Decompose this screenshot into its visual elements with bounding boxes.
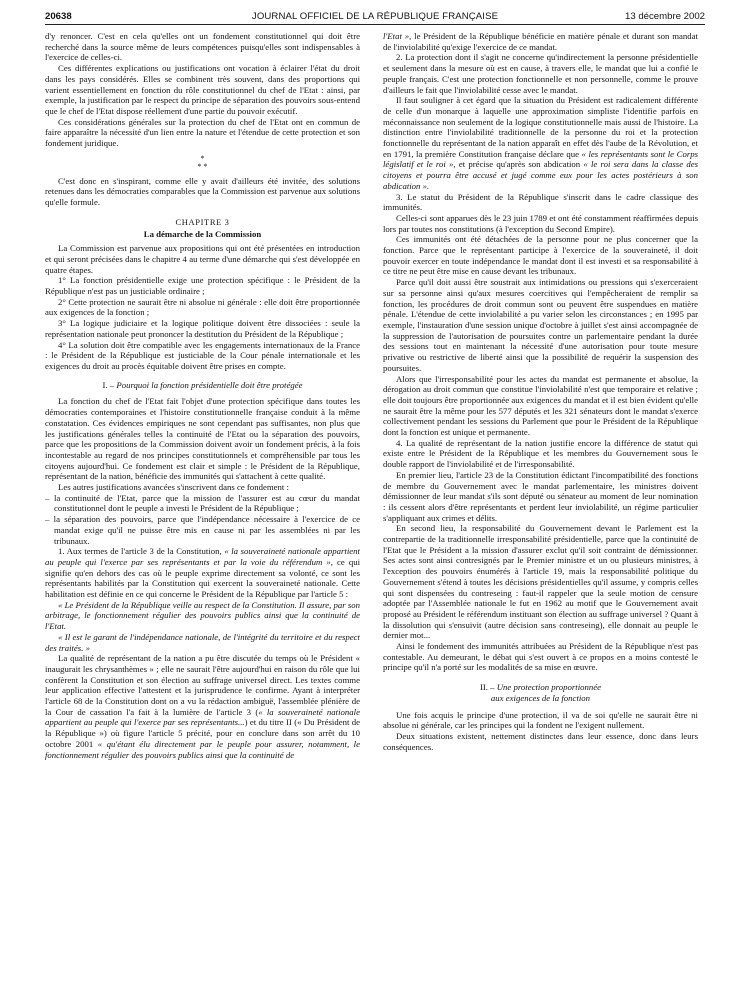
paragraph: C'est donc en s'inspirant, comme elle y avait d'ailleurs été invitée, des solutions retenues dans les démocraties comparables que la Commission est parvenue aux solutions qu'elle formule. [45,175,360,208]
paragraph: La qualité de représentant de la nation a pu être discutée du temps où le Président « inaugurait les chrysanthèmes » ; elle ne saurait l'être aujourd'hui en raison du rôle que lui confèrent la Constitution et son élection au suffrage universel direct. Les textes comme leur application effective l'attestent et la jurisprudence le confirme. Ayant à interpréter l'article 68 de la Constitution dont on a vu la rédaction ambiguë, l'assemblée plénière de la Cour de cassation l'a fait à la lumière de l'article 3 (« la souveraineté nationale appartient au peuple qui l'exerce par ses représentants...) et du titre II (« Du Président de la République ») où figure l'article 5 précité, pour en conclure dans son arrêt du 10 octobre 2001 « qu'étant élu directement par le peuple pour assurer, notamment, le fonctionnement régulier des pouvoirs publics ainsi que la continuité de [45,653,361,760]
paragraph: 3. Le statut du Président de la République s'inscrit dans le cadre classique des immunités. [383,191,698,213]
list-item: – la séparation des pouvoirs, parce que l'indépendance nécessaire à l'exercice de ce mandat exige qu'il ne puisse être mis en cause ni par les assemblées ni par les tribunaux. [45,514,360,546]
page-number: 20638 [45,11,72,22]
paragraph: Ces immunités ont été détachées de la personne pour ne plus concerner que la fonction. Parce que le représentant participe à l'exercice de la souveraineté, il doit pouvoir exercer en toute indépendance le mandat dont il est investi et sa responsabilité à ce titre ne peut être mise en cause devant les tribunaux. [383,234,698,277]
paragraph: 4. La qualité de représentant de la nation justifie encore la différence de statut qui existe entre le Président de la République et les membres du Gouvernement sous le double rapport de l'inviolabilité et de l'irresponsabilité. [383,437,698,470]
paragraph: La Commission est parvenue aux propositions qui ont été présentées en introduction et qui seront précisées dans le chapitre 4 au terme d'une démarche qui s'est développée en quatre étapes. [45,243,360,275]
paragraph: 2. La protection dont il s'agit ne concerne qu'indirectement la personne présidentielle et seulement dans la mesure où est en cause, à travers elle, le mandat que lui a confié le peuple français. C'est une protection fonctionnelle et non personnelle, comme le prouve d'ailleurs le fait que l'inviolabilité cesse avec le mandat. [383,52,698,95]
list-item: 1° La fonction présidentielle exige une protection spécifique : le Président de la République n'est pas un justiciable ordinaire ; [45,275,360,297]
paragraph: Deux situations existent, nettement distinctes dans leur essence, donc dans leurs conséquences. [383,731,698,752]
right-column [383,31,698,752]
chapter-label: CHAPITRE 3 [175,216,230,227]
list-item: 2° Cette protection ne saurait être ni absolue ni générale : elle doit être proportionnée aux exigences de la fonction ; [45,296,360,318]
list-item: – la continuité de l'Etat, parce que la mission de l'assurer est au cœur du mandat constitutionnel dont le peuple a investi le Président de la République ; [45,492,360,514]
list-item: 3° La logique judiciaire et la logique politique doivent être dissociées : seule la représentation nationale peut prononcer la destitution du Président de la République ; [45,318,360,339]
paragraph: En premier lieu, l'article 23 de la Constitution édictant l'incompatibilité des fonctions de membre du Gouvernement avec le mandat parlementaire, les ministres doivent démissionner de leur mandat s'ils sont député ou sénateur au moment de leur nomination : ils cessent alors d'être représentants et perdent leur inviolabilité, un régime particulier s'appliquant aux crimes et délits. [383,469,698,523]
paragraph: d'y renoncer. C'est en cela qu'elles ont un fondement constitutionnel qui doit être recherché dans la source même de leurs compétences puisqu'elles sont indispensables à l'exercice de celles-ci. [45,31,360,63]
quotation: « Il est le garant de l'indépendance nationale, de l'intégrité du territoire et du respect des traités. » [45,631,360,653]
section-separator: * * * [197,153,208,171]
paragraph: Une fois acquis le principe d'une protection, il va de soi qu'elle ne saurait être ni absolue ni générale, car les principes qui la fondent ne l'exigent nullement. [383,709,698,731]
paragraph: Ainsi le fondement des immunités attribuées au Président de la République n'est pas contestable. Au demeurant, le débat qui s'est ouvert à ce propos en a moins contesté le principe qu'il n'a porté sur les modalités de sa mise en œuvre. [383,641,698,673]
journal-title: JOURNAL OFFICIEL DE LA RÉPUBLIQUE FRANÇAISE [251,11,499,22]
issue-date: 13 décembre 2002 [624,11,705,22]
section-heading: II. – Une protection proportionnée aux exigences de la fonction [479,682,602,703]
paragraph: 1. Aux termes de l'article 3 de la Constitution, « la souveraineté nationale appartient au peuple qui l'exerce par ses représentants et par la voie du référendum », ce qui signifie qu'en dehors des cas où le peuple exprime directement sa volonté, ce sont les représentants habilités par la Constitution qui exercent la souveraineté nationale. Cette habilitation est définie en ce qui concerne le Président de la République par l'article 5 : [45,546,361,600]
paragraph: l'Etat », le Président de la République bénéficie en matière pénale et durant son mandat de l'inviolabilité qu'exige l'exercice de ce mandat. [383,31,698,52]
paragraph: Il faut souligner à cet égard que la situation du Président est radicalement différente de celle d'un monarque à laquelle une approximation simpliste l'identifie parfois en méconnaissance non seulement de la logique constitutionnelle mais aussi de l'histoire. La distinction entre l'inviolabilité traditionnelle de la personne du roi et la protection fonctionnelle du représentant de la nation apparaît en effet dès l'aube de la Révolution, et en 1791, la première Constitution française déclare que « les représentants sont le Corps législatif et le roi », et précise qu'après son abdication « le roi sera dans la classe des citoyens et pourra être accusé et jugé comme eux pour les actes postérieurs à son abdication ». [383,95,699,191]
paragraph: En second lieu, la responsabilité du Gouvernement devant le Parlement est la contrepartie de la traditionnelle irresponsabilité présidentielle, parce que la continuité de l'Etat que le Président a la mission d'assurer exclut qu'il soit contraint de démissionner. Ses actes sont ainsi contresignés par le Premier ministre et un ou plusieurs ministres, à l'exception des pouvoirs énumérés à l'article 19, mais la responsabilité politique du Gouvernement s'étend à toutes les décisions présidentielles qu'il assume, y compris celles qui sont dispensées du contreseing : faut-il rappeler que la seule motion de censure adoptée par l'Assemblée nationale le fut en 1962 au motif que le Gouvernement avait proposé au Président le référendum instituant son élection au suffrage universel ? Quant à la dissolution qui s'ensuivit (autre décision sans contreseing), elle donnait au peuple le dernier mot... [383,523,698,641]
paragraph: La fonction du chef de l'Etat fait l'objet d'une protection spécifique dans toutes les démocraties contemporaines et l'histoire constitutionnelle française conduit à la même constatation. Ces évidences empiriques ne sont cependant pas suffisantes, non plus que les justifications générales telles la continuité de l'Etat ou la séparation des pouvoirs, parce que les propositions de la Commission doivent avoir un fondement précis, à la fois incontestable au regard de nos principes constitutionnels et compréhensible par tous les citoyens aujourd'hui. Ce fondement est clair et simple : le Président de la République, représentant de la nation, bénéficie des immunités qui s'attachent à cette qualité. [45,396,360,482]
paragraph: Celles-ci sont apparues dès le 23 juin 1789 et ont été constamment réaffirmées depuis lors par toutes nos constitutions (à l'exception du Second Empire). [383,212,698,234]
paragraph: Ces différentes explications ou justifications ont vocation à éclairer l'état du droit dans les pays considérés. Elles se combinent très souvent, dans des proportions qui varient essentiellement en fonction du rôle constitutionnel du chef de l'Etat : ainsi, par exemple, la justification par le respect du principe de séparation des pouvoirs sous-entend que le chef de l'Etat dispose réellement d'une partie du pouvoir exécutif. [45,63,360,116]
quotation: « Le Président de la République veille au respect de la Constitution. Il assure, par son arbitrage, le fonctionnement régulier des pouvoirs publics ainsi que la continuité de l'Etat. [45,599,360,632]
list-item: 4° La solution doit être compatible avec les engagements internationaux de la France : le Président de la République est justiciable de la Cour pénale internationale et les exigences du droit au procès équitable doivent être prises en compte. [45,339,360,371]
section-heading: I. – Pourquoi la fonction présidentielle doit être protégée [102,379,303,390]
paragraph: Alors que l'irresponsabilité pour les actes du mandat est permanente et absolue, la dérogation au droit commun que constitue l'inviolabilité n'est que temporaire et relative ; elle doit toujours être proportionnée aux exigences du mandat et il est bien évident qu'elle ne saurait être la même pour les 577 députés et les 321 sénateurs dont le mandat s'exerce collectivement pendant les sessions du Parlement que pour le Président de la République dont la fonction est unique et permanente. [383,373,698,438]
chapter-title: La démarche de la Commission [143,228,262,239]
paragraph: Les autres justifications avancées s'inscrivent dans ce fondement : [58,482,289,493]
page-header [45,10,705,25]
left-column [45,31,360,760]
paragraph: Parce qu'il doit aussi être soustrait aux intimidations ou pressions qui s'exerceraient sur sa personne ainsi qu'aux mesures coercitives qui l'empêcheraient de remplir sa fonction, les procédures de droit commun sont ou peuvent être suspendues en matière pénale. L'étendue de cette inviolabilité a pu varier selon les circonstances ; en 1995 par exemple, l'instauration d'une session unique d'octobre à juillet s'est ainsi accompagnée de la suppression de l'autorisation de poursuites contre un parlementaire pendant la durée des sessions tout en maintenant la nécessité d'une autorisation pour toute mesure privative ou restrictive de liberté ainsi que la possibilité de requérir la suspension des poursuites. [383,277,698,373]
paragraph: Ces considérations générales sur la protection du chef de l'Etat ont en commun de faire apparaître la nécessité d'un lien entre la nature et l'étendue de cette protection et son fondement juridique. [45,116,360,149]
